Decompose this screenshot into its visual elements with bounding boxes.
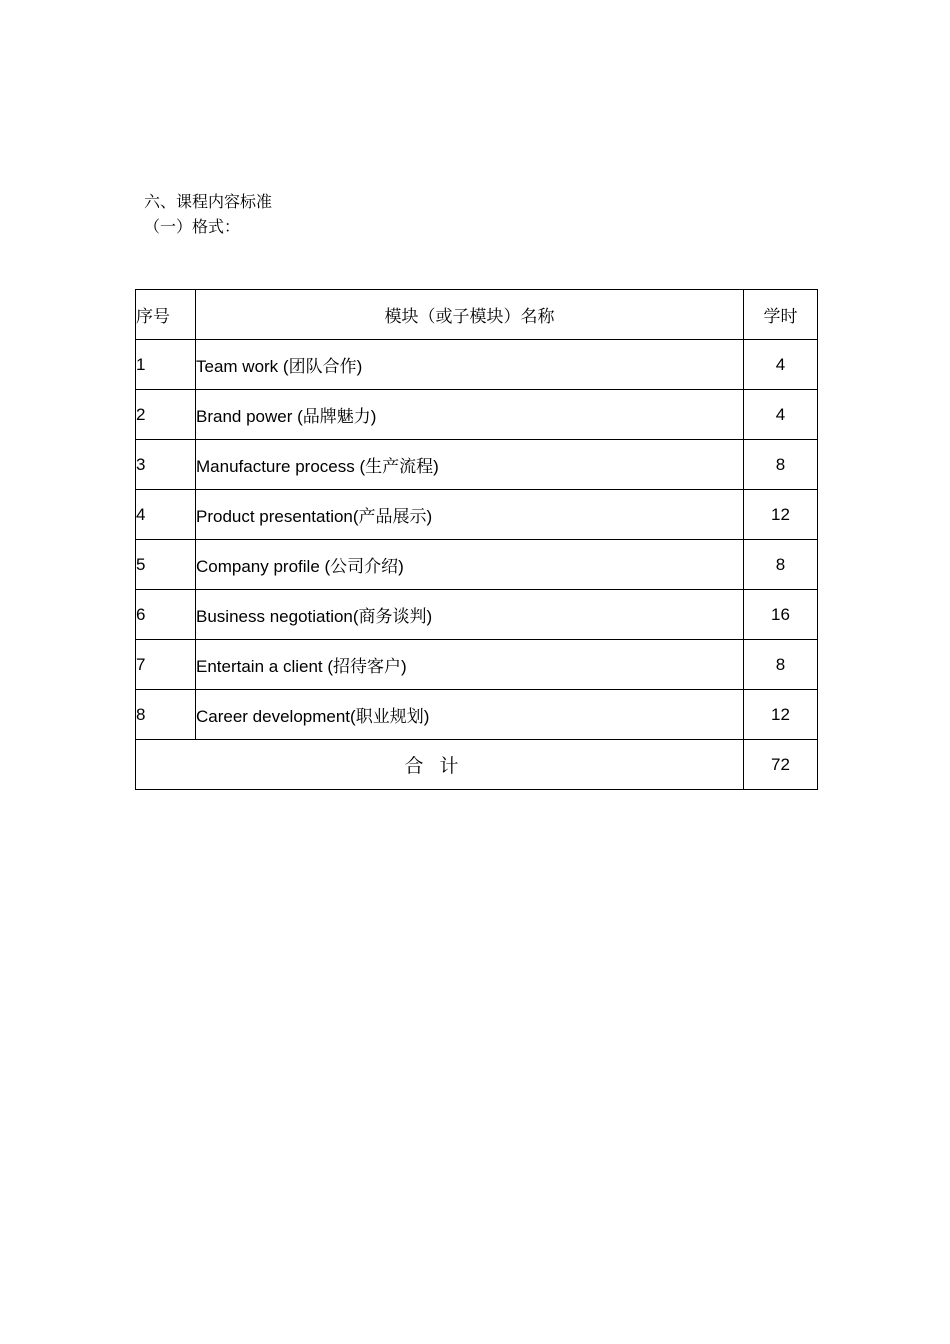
table-row	[136, 690, 818, 740]
total-hours: 72	[744, 740, 818, 790]
row-num: 8	[136, 690, 196, 740]
column-header-name: 模块（或子模块）名称	[196, 290, 744, 340]
row-module-name: Brand power (品牌魅力)	[196, 390, 744, 440]
table-row	[136, 640, 818, 690]
row-module-name: Career development(职业规划)	[196, 690, 744, 740]
row-num: 3	[136, 440, 196, 490]
table-total-row	[136, 740, 818, 790]
row-num: 2	[136, 390, 196, 440]
course-content-table	[135, 289, 818, 790]
row-module-name: Team work (团队合作)	[196, 340, 744, 390]
row-num: 7	[136, 640, 196, 690]
row-module-name: Company profile (公司介绍)	[196, 540, 744, 590]
table-row	[136, 440, 818, 490]
row-hours: 4	[744, 340, 818, 390]
column-header-hours: 学时	[744, 290, 818, 340]
table-row	[136, 340, 818, 390]
row-hours: 12	[744, 690, 818, 740]
table-header-row	[136, 290, 818, 340]
row-module-name: Product presentation(产品展示)	[196, 490, 744, 540]
row-hours: 12	[744, 490, 818, 540]
column-header-num: 序号	[136, 290, 196, 340]
row-hours: 16	[744, 590, 818, 640]
subsection-heading: （一）格式：	[144, 217, 241, 236]
row-num: 1	[136, 340, 196, 390]
row-module-name: Entertain a client (招待客户)	[196, 640, 744, 690]
table-row	[136, 390, 818, 440]
row-hours: 8	[744, 640, 818, 690]
row-num: 4	[136, 490, 196, 540]
row-hours: 8	[744, 540, 818, 590]
row-num: 6	[136, 590, 196, 640]
section-heading: 六、课程内容标准	[144, 192, 273, 211]
row-module-name: Business negotiation(商务谈判)	[196, 590, 744, 640]
table-row	[136, 490, 818, 540]
table-row	[136, 540, 818, 590]
total-label: 合计	[136, 740, 744, 790]
row-module-name: Manufacture process (生产流程)	[196, 440, 744, 490]
row-hours: 4	[744, 390, 818, 440]
row-hours: 8	[744, 440, 818, 490]
row-num: 5	[136, 540, 196, 590]
table-row	[136, 590, 818, 640]
